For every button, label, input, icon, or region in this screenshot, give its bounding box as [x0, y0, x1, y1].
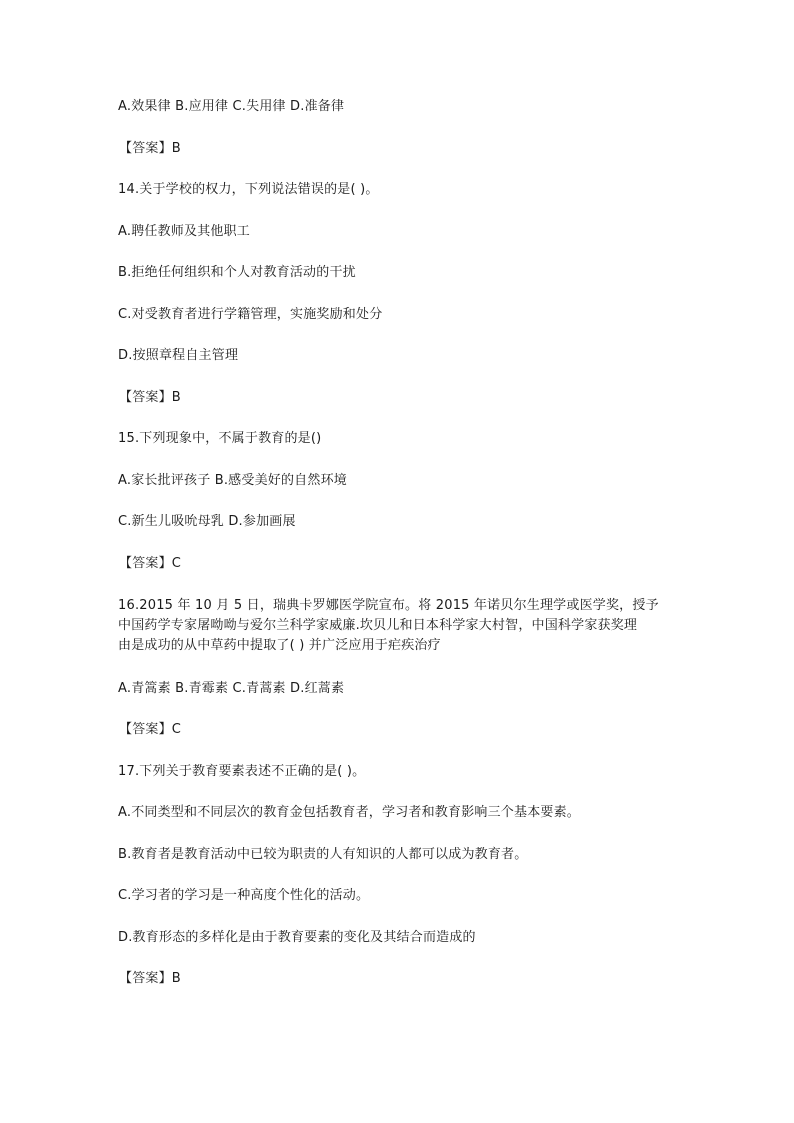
- q17-option-a: A.不同类型和不同层次的教育金包括教育者，学习者和教育影响三个基本要素。: [118, 805, 580, 820]
- q16-question-line-2: 中国药学专家屠呦呦与爱尔兰科学家威廉.坎贝儿和日本科学家大村智，中国科学家获奖理: [118, 618, 638, 633]
- q15-question: 15.下列现象中，不属于教育的是(): [118, 431, 322, 446]
- q14-option-a: A.聘任教师及其他职工: [118, 224, 250, 239]
- q17-option-b: B.教育者是教育活动中已较为职责的人有知识的人都可以成为教育者。: [118, 847, 528, 862]
- q17-answer: 【答案】B: [119, 971, 181, 986]
- q13-answer: 【答案】B: [119, 141, 181, 156]
- q16-question: [118, 596, 678, 656]
- q17-option-c: C.学习者的学习是一种高度个性化的活动。: [118, 888, 370, 903]
- q14-option-c: C.对受教育者进行学籍管理，实施奖励和处分: [118, 307, 383, 322]
- q16-question-line-3: 由是成功的从中草药中提取了( ) 并广泛应用于疟疾治疗: [118, 638, 441, 653]
- q16-answer: 【答案】C: [119, 722, 182, 737]
- q15-answer: 【答案】C: [119, 556, 182, 571]
- q14-answer: 【答案】B: [119, 390, 181, 405]
- q17-question: 17.下列关于教育要素表述不正确的是( )。: [118, 764, 366, 779]
- q15-options-ab: A.家长批评孩子 B.感受美好的自然环境: [118, 473, 347, 488]
- q14-question: 14.关于学校的权力，下列说法错误的是( )。: [118, 182, 379, 197]
- q13-options: A.效果律 B.应用律 C.失用律 D.准备律: [118, 99, 345, 114]
- q16-options: A.青篙素 B.青霉素 C.青蒿素 D.红蒿素: [118, 681, 345, 696]
- q14-option-d: D.按照章程自主管理: [118, 348, 239, 363]
- q17-option-d: D.教育形态的多样化是由于教育要素的变化及其结合而造成的: [118, 930, 476, 945]
- q16-question-line-1: 16.2015 年 10 月 5 日，瑞典卡罗娜医学院宣布。将 2015 年诺贝尔生理学或医学奖，授予: [118, 598, 659, 613]
- q15-options-cd: C.新生儿吸吮母乳 D.参加画展: [118, 514, 296, 529]
- q14-option-b: B.拒绝任何组织和个人对教育活动的干扰: [118, 265, 356, 280]
